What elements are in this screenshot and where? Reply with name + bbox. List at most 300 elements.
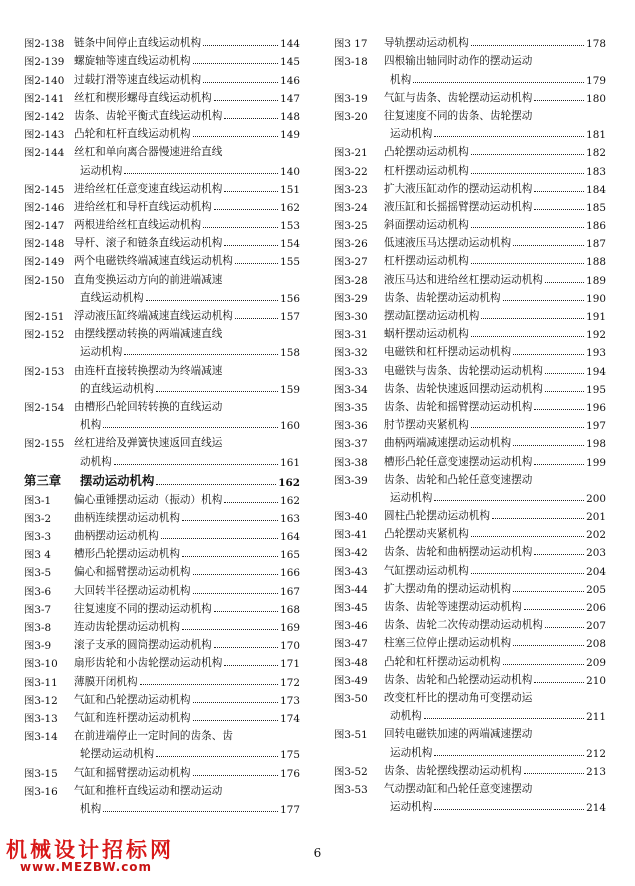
entry-title: 过载打滑等速直线运动机构	[74, 73, 202, 86]
entry-title: 气缸和连杆摆动运动机构	[74, 711, 191, 724]
toc-line	[334, 141, 606, 159]
figure-number: 图2-155	[24, 438, 65, 451]
figure-number: 图3-52	[334, 765, 368, 778]
toc-entry	[24, 561, 300, 579]
toc-entry	[24, 87, 300, 105]
dot-leader	[214, 208, 278, 210]
toc-entry	[334, 723, 606, 759]
figure-number: 图3-9	[24, 640, 52, 653]
page-ref: 199	[586, 456, 606, 469]
toc-line	[24, 178, 300, 196]
figure-number: 图3-11	[24, 676, 58, 689]
entry-title: 低速液压马达摆动运动机构	[384, 237, 512, 250]
entry-title: 齿条、齿轮摆动运动机构	[384, 291, 501, 304]
toc-line	[334, 596, 606, 614]
dot-leader	[534, 99, 584, 101]
toc-entry	[334, 578, 606, 596]
entry-title: 凸轮和杠杆摆动运动机构	[384, 655, 501, 668]
entry-title: 扇形齿轮和小齿轮摆动运动机构	[74, 657, 223, 670]
toc-entry	[334, 650, 606, 668]
toc-line	[24, 141, 300, 159]
figure-number: 图3-32	[334, 347, 368, 360]
toc-line	[334, 341, 606, 359]
toc-entry	[24, 68, 300, 86]
dot-leader	[471, 226, 584, 228]
toc-entry	[334, 541, 606, 559]
toc-entry	[334, 469, 606, 505]
entry-title: 大回转半径摆动运动机构	[74, 584, 191, 597]
dot-leader	[224, 501, 278, 503]
figure-number: 图2-146	[24, 201, 65, 214]
figure-number: 第三章	[24, 472, 62, 488]
entry-title: 气缸和凸轮摆动运动机构	[74, 693, 191, 706]
page-ref: 166	[280, 567, 300, 580]
toc-line	[24, 670, 300, 688]
figure-number: 图3 17	[334, 38, 368, 51]
page-ref: 208	[586, 638, 606, 651]
toc-continuation	[24, 159, 300, 177]
dot-leader	[471, 153, 584, 155]
toc-line	[24, 68, 300, 86]
toc-entry	[24, 196, 300, 214]
toc-entry	[24, 141, 300, 177]
dot-leader	[193, 573, 279, 575]
toc-left-column	[24, 32, 300, 816]
figure-number: 图3-16	[24, 785, 58, 798]
page-ref: 164	[280, 531, 300, 544]
page-ref: 182	[586, 147, 606, 160]
dot-leader	[513, 644, 584, 646]
figure-number: 图3-5	[24, 567, 52, 580]
page-ref: 179	[586, 74, 606, 87]
figure-number: 图3-22	[334, 165, 368, 178]
toc-line	[24, 634, 300, 652]
toc-entry	[24, 214, 300, 232]
toc-line	[24, 268, 300, 286]
figure-number: 图3-31	[334, 329, 368, 342]
toc-continuation	[334, 68, 606, 86]
page-ref: 180	[586, 92, 606, 105]
figure-number: 图3-8	[24, 622, 52, 634]
dot-leader	[156, 390, 278, 392]
entry-title: 气缸和摇臂摆动运动机构	[74, 766, 191, 779]
dot-leader	[203, 226, 278, 228]
toc-entry	[334, 287, 606, 305]
toc-line	[24, 725, 300, 743]
toc-entry	[334, 323, 606, 341]
figure-number: 图3-2	[24, 512, 52, 525]
toc-line	[334, 359, 606, 377]
toc-line	[24, 341, 300, 359]
entry-title: 电磁铁与齿条、齿轮摆动运动机构	[384, 364, 543, 377]
figure-number: 图2-147	[24, 220, 65, 233]
toc-line	[334, 741, 606, 759]
dot-leader	[224, 190, 278, 192]
page-ref: 187	[586, 238, 606, 251]
figure-number: 图3-6	[24, 585, 52, 598]
toc-entry	[24, 598, 300, 616]
page-ref: 181	[586, 129, 606, 142]
dot-leader	[124, 172, 278, 174]
page-ref: 204	[586, 565, 606, 578]
toc-line	[24, 123, 300, 141]
page-ref: 157	[280, 311, 300, 323]
entry-title: 槽形凸轮摆动运动机构	[74, 548, 180, 561]
toc-line	[334, 232, 606, 250]
dot-leader	[545, 626, 584, 628]
dot-leader	[524, 772, 584, 774]
toc-line	[334, 687, 606, 705]
figure-number: 图2-151	[24, 311, 65, 323]
dot-leader	[471, 262, 584, 264]
dot-leader	[534, 553, 584, 555]
dot-leader	[224, 664, 278, 666]
toc-line	[334, 559, 606, 577]
dot-leader	[182, 628, 278, 630]
entry-title: 导轨摆动运动机构	[384, 37, 469, 50]
page-ref: 191	[586, 311, 606, 323]
dot-leader	[471, 44, 584, 46]
toc-entry	[24, 761, 300, 779]
toc-line	[334, 778, 606, 796]
entry-title: 杠杆摆动运动机构	[384, 164, 469, 177]
toc-line	[334, 723, 606, 741]
toc-line	[334, 760, 606, 778]
page-ref: 210	[586, 674, 606, 687]
entry-title: 进给丝杠和导杆直线运动机构	[74, 200, 212, 213]
page-ref: 195	[586, 383, 606, 396]
toc-line	[24, 469, 300, 489]
page-ref: 169	[280, 622, 300, 634]
page-ref: 183	[586, 165, 606, 178]
page-ref: 193	[586, 347, 606, 360]
watermark-url: www.MEZBW.com	[20, 860, 153, 874]
toc-line	[24, 798, 300, 816]
toc-line	[334, 50, 606, 68]
page-ref: 173	[280, 694, 300, 707]
page-ref: 167	[280, 585, 300, 598]
entry-title-cont: 动机构	[80, 455, 112, 468]
dot-leader	[203, 81, 278, 83]
dot-leader	[424, 717, 584, 719]
toc-line	[24, 579, 300, 597]
toc-entry	[334, 196, 606, 214]
entry-title: 偏心重锤摆动运动（振动）机构	[74, 493, 223, 506]
entry-title: 由连杆直接转换摆动为终端减速	[74, 364, 223, 377]
toc-continuation	[24, 450, 300, 468]
toc-line	[334, 487, 606, 505]
toc-entry	[334, 359, 606, 377]
dot-leader	[471, 535, 584, 537]
entry-title: 摆动缸摆动运动机构	[384, 310, 480, 322]
dot-leader	[471, 172, 584, 174]
entry-title: 齿条、齿轮和曲柄摆动运动机构	[384, 546, 533, 559]
page-ref: 145	[280, 56, 300, 69]
figure-number: 图3-10	[24, 658, 58, 671]
entry-title: 导杆、滚子和链条直线运动机构	[74, 237, 223, 250]
toc-entry	[334, 378, 606, 396]
entry-title: 偏心和摇臂摆动运动机构	[74, 566, 191, 579]
entry-title: 气缸摆动运动机构	[384, 564, 469, 577]
page-ref: 185	[586, 201, 606, 214]
toc-line	[334, 268, 606, 286]
toc-continuation	[334, 123, 606, 141]
entry-title-cont: 运动机构	[390, 491, 433, 504]
figure-number: 图3-38	[334, 456, 368, 469]
toc-entry	[24, 323, 300, 359]
dot-leader	[503, 663, 585, 665]
figure-number: 图3-21	[334, 147, 368, 160]
toc-entry	[24, 543, 300, 561]
toc-right-column	[334, 32, 606, 814]
page-ref: 160	[280, 420, 300, 433]
toc-entry	[334, 669, 606, 687]
toc-line	[334, 250, 606, 268]
toc-entry	[334, 559, 606, 577]
toc-line	[24, 707, 300, 725]
dot-leader	[513, 444, 584, 446]
toc-line	[24, 489, 300, 507]
toc-line	[24, 378, 300, 396]
chapter-heading	[24, 469, 300, 489]
dot-leader	[513, 244, 584, 246]
toc-entry	[334, 232, 606, 250]
dot-leader	[161, 537, 278, 539]
page-ref: 214	[586, 802, 606, 815]
entry-title: 丝杠和楔形螺母直线运动机构	[74, 91, 212, 104]
toc-entry	[334, 32, 606, 50]
dot-leader	[146, 299, 279, 301]
page-ref: 148	[280, 110, 300, 123]
toc-line	[334, 323, 606, 341]
toc-entry	[24, 232, 300, 250]
toc-line	[334, 541, 606, 559]
entry-title: 齿条、齿轮二次传动摆动运动机构	[384, 619, 543, 632]
toc-line	[334, 505, 606, 523]
figure-number: 图3-13	[24, 712, 58, 725]
page-ref: 177	[280, 803, 300, 816]
dot-leader	[182, 555, 278, 557]
watermark-logo	[6, 840, 174, 873]
toc-line	[24, 196, 300, 214]
dot-leader	[471, 335, 584, 337]
dot-leader	[103, 426, 278, 428]
toc-entry	[334, 632, 606, 650]
entry-title: 凸轮摆动夹紧机构	[384, 528, 469, 541]
page-ref: 198	[586, 438, 606, 451]
dot-leader	[114, 463, 278, 465]
dot-leader	[434, 499, 584, 501]
figure-number: 图2-139	[24, 56, 65, 69]
toc-continuation	[24, 341, 300, 359]
toc-entry	[24, 652, 300, 670]
toc-line	[24, 780, 300, 798]
dot-leader	[203, 44, 278, 46]
figure-number: 图3-25	[334, 220, 368, 233]
entry-title: 滚子支承的圆筒摆动运动机构	[74, 639, 212, 652]
entry-title-cont: 机构	[80, 802, 102, 815]
toc-line	[334, 414, 606, 432]
toc-line	[24, 287, 300, 305]
figure-number: 图3-28	[334, 274, 368, 287]
page-ref: 194	[586, 365, 606, 378]
toc-line	[24, 232, 300, 250]
dot-leader	[434, 135, 584, 137]
entry-title: 两个电磁铁终端减速直线运动机构	[74, 255, 233, 268]
toc-entry	[24, 725, 300, 761]
toc-line	[334, 378, 606, 396]
figure-number: 图3-20	[334, 110, 368, 123]
entry-title: 摆动运动机构	[80, 472, 155, 488]
page-ref: 158	[280, 347, 300, 360]
figure-number: 图3-14	[24, 731, 58, 744]
entry-title: 齿条、齿轮摆线摆动运动机构	[384, 764, 522, 777]
toc-entry	[24, 780, 300, 816]
dot-leader	[235, 262, 278, 264]
dot-leader	[545, 281, 584, 283]
toc-line	[24, 598, 300, 616]
toc-entry	[334, 268, 606, 286]
page-number: 6	[313, 846, 322, 860]
entry-title-cont: 直线运动机构	[80, 291, 144, 304]
dot-leader	[545, 372, 584, 374]
dot-leader	[413, 81, 584, 83]
toc-entry	[24, 359, 300, 395]
entry-title: 由摆线摆动转换的两端减速直线	[74, 328, 223, 341]
figure-number: 图2-141	[24, 92, 65, 105]
page-ref: 151	[280, 183, 300, 196]
toc-entry	[334, 305, 606, 323]
toc-entry	[334, 432, 606, 450]
toc-line	[24, 250, 300, 268]
figure-number: 图3 4	[24, 549, 51, 562]
figure-number: 图3-46	[334, 620, 368, 633]
page-ref: 207	[586, 620, 606, 633]
entry-title-cont: 机构	[390, 73, 412, 86]
toc-entry	[334, 396, 606, 414]
toc-line	[334, 287, 606, 305]
figure-number: 图3-40	[334, 511, 368, 524]
toc-line	[24, 743, 300, 761]
toc-line	[334, 450, 606, 468]
entry-title: 气动摆动缸和凸轮任意变速摆动	[384, 782, 533, 795]
page-ref: 174	[280, 712, 300, 725]
page-ref: 140	[280, 165, 300, 178]
toc-entry	[24, 305, 300, 323]
entry-title: 蜗杆摆动运动机构	[384, 328, 469, 341]
toc-entry	[334, 141, 606, 159]
toc-line	[334, 396, 606, 414]
page-ref: 211	[586, 711, 606, 724]
page-ref: 153	[280, 220, 300, 233]
entry-title: 曲柄两端减速摆动运动机构	[384, 437, 512, 450]
toc-entry	[334, 214, 606, 232]
dot-leader	[492, 517, 584, 519]
toc-line	[334, 159, 606, 177]
toc-entry	[334, 159, 606, 177]
entry-title: 往复速度不同的齿条、齿轮摆动	[384, 109, 533, 122]
page-ref: 156	[280, 292, 300, 305]
entry-title: 凸轮和杠杆直线运动机构	[74, 128, 191, 141]
entry-title: 槽形凸轮任意变速摆动运动机构	[384, 455, 533, 468]
entry-title: 丝杠和单向离合器慢速进给直线	[74, 146, 223, 159]
entry-title: 扩大液压缸动作的摆动运动机构	[384, 182, 533, 195]
dot-leader	[534, 463, 584, 465]
dot-leader	[193, 774, 279, 776]
dot-leader	[193, 701, 279, 703]
page-ref: 171	[280, 658, 300, 671]
toc-line	[334, 305, 606, 323]
watermark-title: 机械设计招标网	[6, 838, 174, 862]
dot-leader	[534, 408, 584, 410]
page-ref: 212	[586, 747, 606, 760]
toc-line	[24, 652, 300, 670]
figure-number: 图3-36	[334, 420, 368, 433]
page-ref: 155	[280, 256, 300, 269]
figure-number: 图2-138	[24, 38, 65, 51]
toc-line	[334, 105, 606, 123]
toc-entry	[24, 32, 300, 50]
page-ref: 209	[586, 656, 606, 669]
entry-title: 电磁铁和杠杆摆动运动机构	[384, 346, 512, 359]
entry-title: 扩大摆动角的摆动运动机构	[384, 582, 512, 595]
figure-number: 图3-48	[334, 656, 368, 669]
page-ref: 165	[280, 549, 300, 562]
toc-entry	[24, 616, 300, 634]
page-ref: 189	[586, 274, 606, 287]
figure-number: 图3-3	[24, 531, 52, 544]
dot-leader	[193, 135, 279, 137]
figure-number: 图2-152	[24, 329, 65, 342]
toc-line	[334, 632, 606, 650]
figure-number: 图3-18	[334, 56, 368, 69]
dot-leader	[471, 426, 584, 428]
toc-entry	[334, 596, 606, 614]
toc-continuation	[24, 414, 300, 432]
toc-line	[24, 507, 300, 525]
figure-number: 图3-26	[334, 238, 368, 251]
dot-leader	[103, 810, 278, 812]
figure-number: 图3-41	[334, 529, 368, 542]
toc-line	[334, 123, 606, 141]
entry-title-cont: 运动机构	[390, 746, 433, 759]
entry-title: 两根进给丝杠直线运动机构	[74, 219, 202, 232]
entry-title-cont: 运动机构	[80, 164, 123, 177]
dot-leader	[140, 683, 279, 685]
dot-leader	[235, 317, 278, 319]
toc-line	[334, 705, 606, 723]
figure-number: 图3-33	[334, 365, 368, 378]
page-ref: 149	[280, 129, 300, 142]
entry-title: 气缸和推杆直线运动和摆动运动	[74, 784, 223, 797]
toc-line	[24, 561, 300, 579]
dot-leader	[524, 608, 584, 610]
figure-number: 图2-148	[24, 238, 65, 251]
dot-leader	[224, 244, 278, 246]
figure-number: 图3-12	[24, 694, 58, 707]
page-ref: 196	[586, 401, 606, 414]
toc-continuation	[24, 378, 300, 396]
figure-number: 图3-34	[334, 383, 368, 396]
entry-title-cont: 运动机构	[80, 346, 123, 359]
toc-entry	[334, 250, 606, 268]
figure-number: 图2-145	[24, 183, 65, 196]
page-ref: 175	[280, 749, 300, 762]
toc-entry	[24, 689, 300, 707]
dot-leader	[534, 681, 584, 683]
entry-title: 曲柄连续摆动运动机构	[74, 511, 180, 524]
dot-leader	[481, 317, 584, 319]
